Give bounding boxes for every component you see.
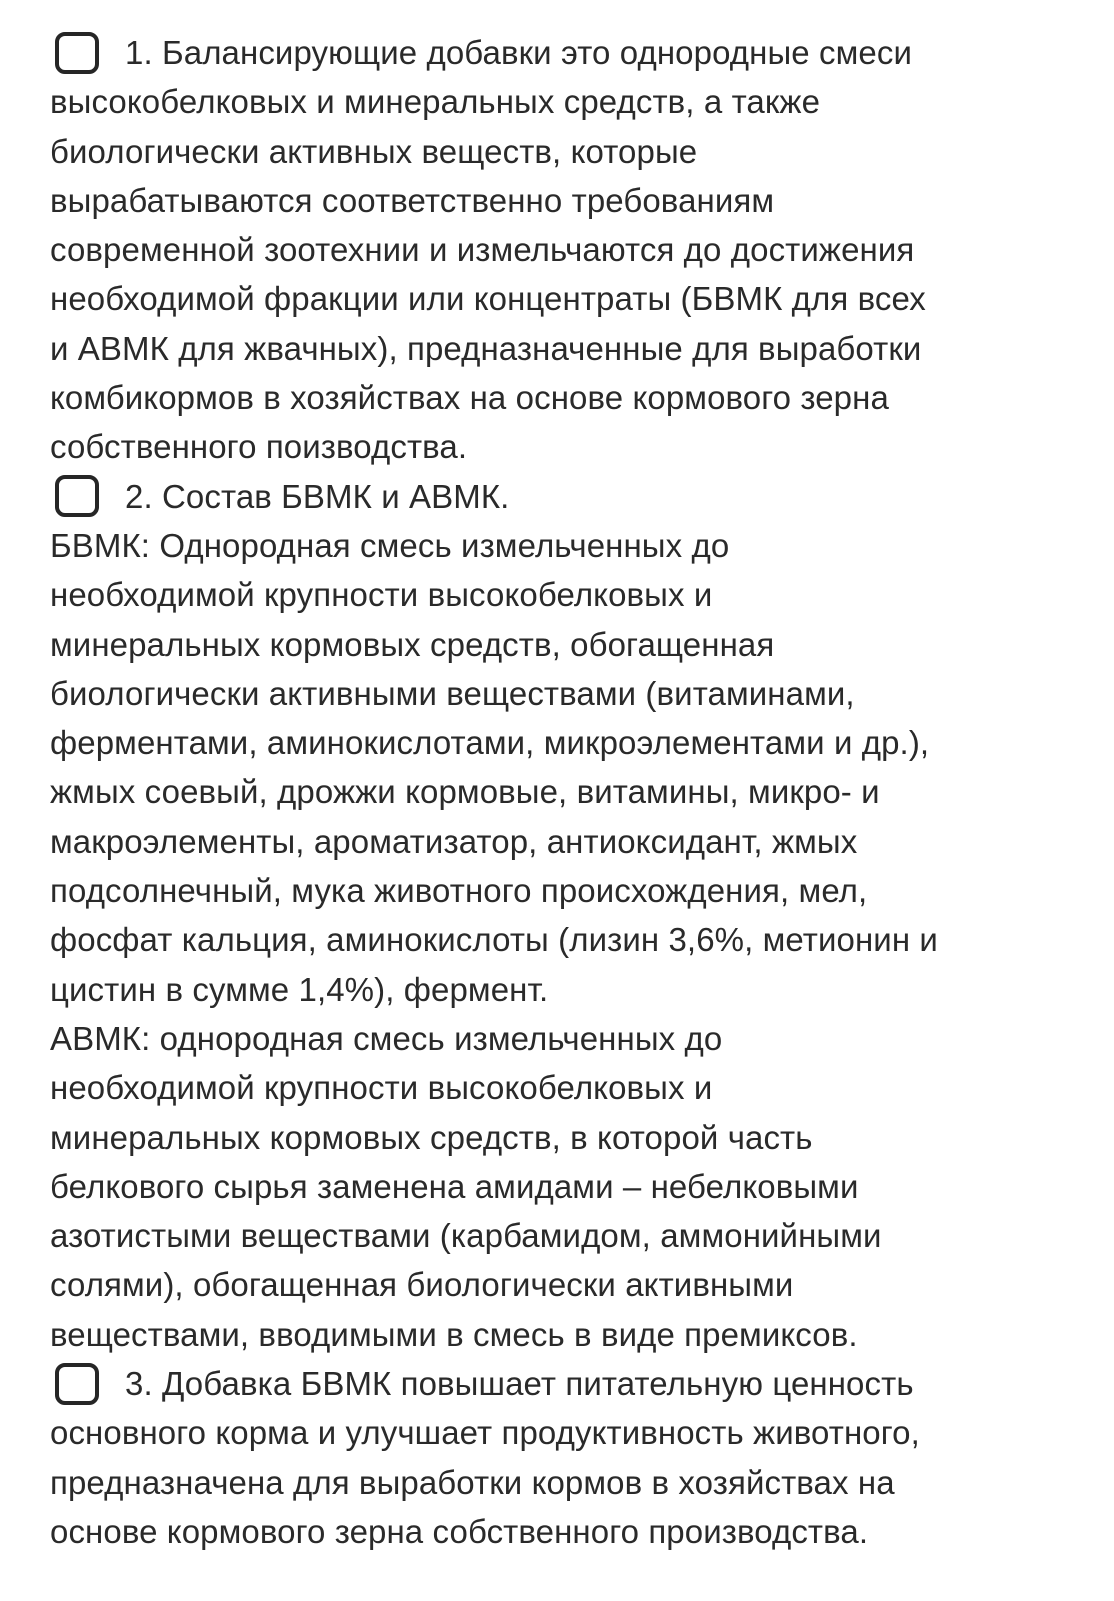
checklist-item-2-line[interactable]: белкового сырья заменена амидами – небелковыми xyxy=(50,1167,859,1205)
checklist-item-2-line[interactable]: необходимой крупности высокобелковых и xyxy=(50,576,713,614)
checklist-item-1-line[interactable]: биологически активных веществ, которые xyxy=(50,132,698,170)
checklist-item-3-line[interactable]: основе кормового зерна собственного производства. xyxy=(50,1512,869,1550)
checklist-item-2-line[interactable]: азотистыми веществами (карбамидом, аммонийными xyxy=(50,1217,882,1255)
checklist-item-2-line[interactable]: цистин в сумме 1,4%), фермент. xyxy=(50,970,549,1008)
checklist-item-1-first-line xyxy=(50,28,1090,77)
checklist-item-3 xyxy=(50,1359,1090,1556)
checklist-item-2-line[interactable]: макроэлементы, ароматизатор, антиоксидант, жмых xyxy=(50,822,858,860)
checklist-note[interactable] xyxy=(50,28,1090,1556)
checklist-item-2 xyxy=(50,472,1090,1359)
checklist-item-2-line[interactable]: биологически активными веществами (витаминами, xyxy=(50,674,855,712)
checkbox-item-3[interactable] xyxy=(55,1363,99,1405)
checklist-item-2-line[interactable]: подсолнечный, мука животного происхождения, мел, xyxy=(50,872,868,910)
checklist-item-1-line[interactable]: необходимой фракции или концентраты (БВМК для всех xyxy=(50,280,926,318)
checklist-item-2-line[interactable]: солями), обогащенная биологически активными xyxy=(50,1266,794,1304)
checklist-item-3-line[interactable]: основного корма и улучшает продуктивность животного, xyxy=(50,1414,920,1452)
checklist-item-2-text[interactable]: 2. Состав БВМК и АВМК. xyxy=(125,477,510,515)
checklist-item-1-line[interactable]: и АВМК для жвачных), предназначенные для выработки xyxy=(50,329,922,367)
checkbox-item-2[interactable] xyxy=(55,475,99,517)
checklist-item-1-line[interactable]: вырабатываются соответственно требованиям xyxy=(50,181,775,219)
checkbox-item-1[interactable] xyxy=(55,32,99,74)
checklist-item-2-line[interactable]: необходимой крупности высокобелковых и xyxy=(50,1069,713,1107)
checklist-item-1-line[interactable]: собственного поизводства. xyxy=(50,428,468,466)
checklist-item-2-line[interactable]: БВМК: Однородная смесь измельченных до xyxy=(50,526,730,564)
checklist-item-3-first-line xyxy=(50,1359,1090,1408)
checklist-item-3-line[interactable]: предназначена для выработки кормов в хозяйствах на xyxy=(50,1463,895,1501)
checklist-item-3-text[interactable]: 3. Добавка БВМК повышает питательную ценность xyxy=(125,1365,914,1403)
checklist-item-2-line[interactable]: веществами, вводимыми в смесь в виде премиксов. xyxy=(50,1315,858,1353)
checklist-item-1-line[interactable]: современной зоотехнии и измельчаются до достижения xyxy=(50,231,915,269)
checklist-item-2-line[interactable]: фосфат кальция, аминокислоты (лизин 3,6%, метионин и xyxy=(50,921,938,959)
checklist-item-2-line[interactable]: ферментами, аминокислотами, микроэлементами и др.), xyxy=(50,724,930,762)
checklist-item-2-first-line xyxy=(50,472,1090,521)
checklist-item-1 xyxy=(50,28,1090,472)
checklist-item-2-line[interactable]: АВМК: однородная смесь измельченных до xyxy=(50,1019,723,1057)
checklist-item-2-line[interactable]: минеральных кормовых средств, обогащенная xyxy=(50,625,775,663)
checklist-item-2-line[interactable]: жмых соевый, дрожжи кормовые, витамины, микро- и xyxy=(50,773,880,811)
checklist-item-1-line[interactable]: высокобелковых и минеральных средств, а также xyxy=(50,83,821,121)
checklist-item-2-line[interactable]: минеральных кормовых средств, в которой часть xyxy=(50,1118,813,1156)
checklist-item-1-text[interactable]: 1. Балансирующие добавки это однородные смеси xyxy=(125,34,912,71)
checklist-item-1-line[interactable]: комбикормов в хозяйствах на основе кормового зерна xyxy=(50,379,889,417)
